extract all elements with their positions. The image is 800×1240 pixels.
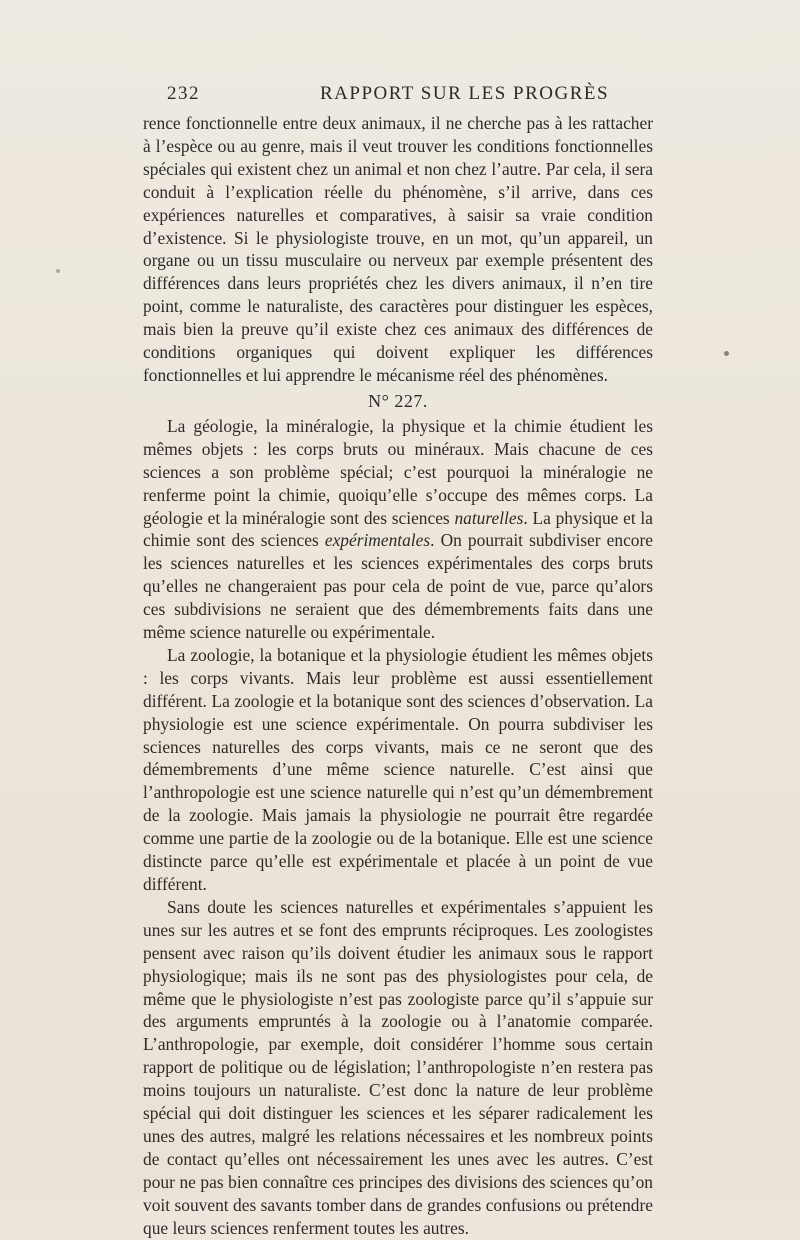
italic-word: naturelles <box>454 507 524 528</box>
paragraph-conclusion: Sans doute les sciences naturelles et expérimentales s’appuient les unes sur les autres et se font des emprunts réciproques. Les zoologistes pensent avec raison qu’ils doivent étudier les animaux sous le rapport physiologique; mais ils ne sont pas des physiologistes pour cela, de même que le physiologiste n’est pas zoologiste parce qu’il s’appuie sur des arguments empruntés à la zoologie ou à l’anatomie comparée. L’anthropologie, par exemple, doit considérer l’homme sous certain rapport de politique ou de législation; l’anthropologiste n’en restera pas moins toujours un naturaliste. C’est donc la nature de leur problème spécial qui doit distinguer les sciences et les séparer radicalement les unes des autres, malgré les relations nécessaires et les nombreux points de contact qu’elles ont nécessairement les unes avec les autres. C’est pour ne pas bien connaître ces principes des divisions des sciences qu’on voit souvent des savants tomber dans de grandes confusions ou prétendre que leurs sciences renferment toutes les autres. <box>143 896 653 1238</box>
paper-speck <box>724 351 729 356</box>
paragraph-text: La géologie, la minéralogie, la physique et la chimie étudient les mêmes objets : les corps bruts ou minéraux. Mais chacune de ces sciences a son problème spécial; c’est pourquoi la minéralogie ne renferme point la chimie, quoiqu’elle s’occupe des mêmes corps. La géologie et la minéralogie sont des sciences <box>143 415 653 528</box>
running-head: RAPPORT SUR LES PROGRÈS <box>320 83 610 104</box>
paragraph-continuation: rence fonctionnelle entre deux animaux, il ne cherche pas à les rattacher à l’espèce ou au genre, mais il veut trouver les conditions fonctionnelles spéciales qui existent chez un animal et non chez l’autre. Par cela, il sera conduit à l’explication réelle du phénomène, s’il arrive, dans ces expériences naturelles et comparatives, à saisir sa vraie condition d’existence. Si le physiologiste trouve, en un mot, qu’un appareil, un organe ou un tissu musculaire ou nerveux par exemple présentent des différences dans leurs propriétés chez les divers animaux, il n’en tire point, comme le naturaliste, des caractères pour distinguer les espèces, mais bien la preuve qu’il existe chez ces animaux des différences de conditions organiques qui doivent expliquer les différences fonctionnelles et lui apprendre le mécanisme réel des phénomènes. <box>143 113 653 385</box>
paragraph-zoology: La zoologie, la botanique et la physiologie étudient les mêmes objets : les corps vivants. Mais leur problème est aussi essentiellement différent. La zoologie et la botanique sont des sciences d’observation. La physiologie est une science expérimentale. On pourra subdiviser les sciences naturelles des corps vivants, mais ce ne seront que des démembrements d’une même science naturelle. C’est ainsi que l’anthropologie est une science naturelle qui n’est qu’un démembrement de la zoologie. Mais jamais la physiologie ne pourrait être regardée comme une partie de la zoologie ou de la botanique. Elle est une science distincte parce qu’elle est expérimentale et placée à un point de vue différent. <box>143 644 653 894</box>
italic-word: expérimentales <box>324 530 431 551</box>
paragraph-geology <box>143 415 653 644</box>
page-number: 232 <box>167 83 200 104</box>
body-text <box>143 112 653 1240</box>
section-heading: N° 227. <box>368 390 428 411</box>
paragraph-text: . On pourrait subdiviser encore les sciences naturelles et les sciences expérimentales des corps bruts qu’elles ne changeraient pas pour cela de point de vue, parce qu’alors ces subdivisions ne seraient que des démembrements faits dans une même science naturelle ou expérimentale. <box>143 530 654 643</box>
paper-speck <box>56 269 60 273</box>
paragraph-text: . La physique et la chimie sont des sciences <box>143 507 653 551</box>
page-header <box>167 83 650 113</box>
